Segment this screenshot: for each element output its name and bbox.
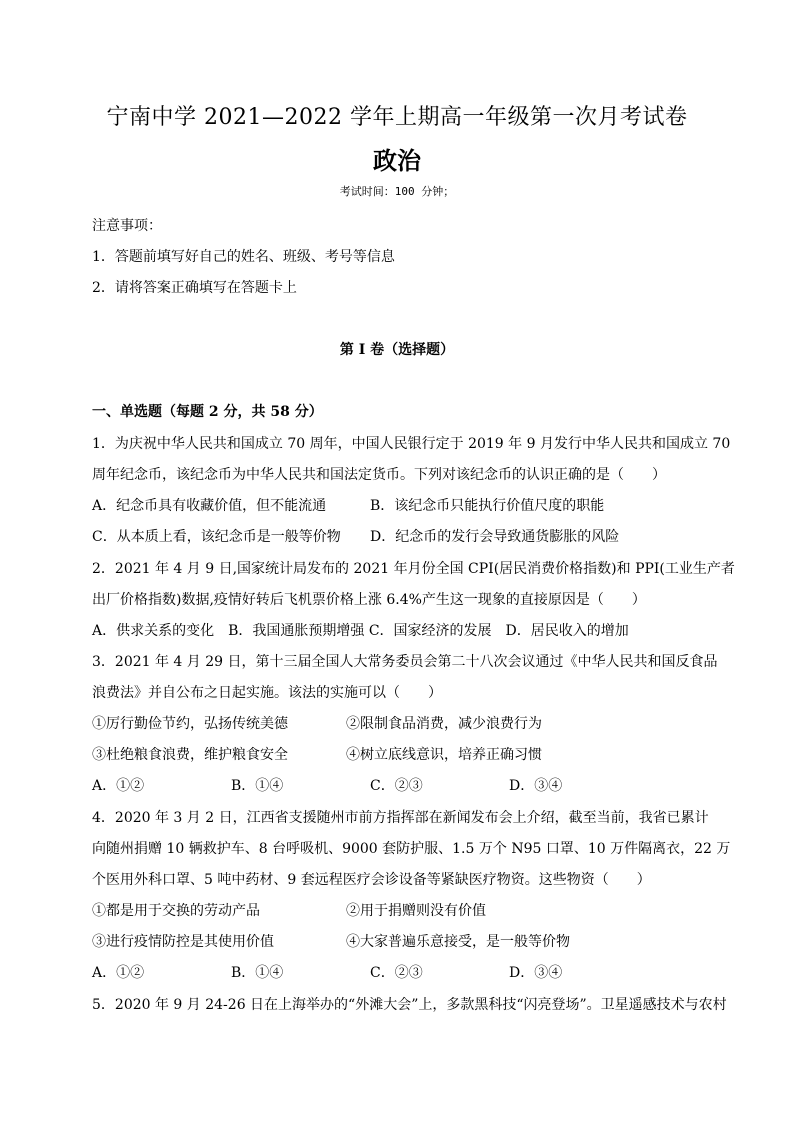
notice-item: 1．答题前填写好自己的姓名、班级、考号等信息 <box>92 249 395 265</box>
option-d: D．③④ <box>509 778 563 794</box>
statement-1: ①都是用于交换的劳动产品 <box>92 903 260 919</box>
statement-1: ①厉行勤俭节约，弘扬传统美德 <box>92 716 288 732</box>
statement-2: ②用于捐赠则没有价值 <box>346 903 486 919</box>
question-5-stem: 5．2020 年 9 月 24-26 日在上海举办的“外滩大会”上，多款黑科技“闪亮登场”。卫星遥感技术与农村 <box>92 997 727 1013</box>
part-title: 第 I 卷（选择题） <box>339 342 455 358</box>
statement-2: ②限制食品消费，减少浪费行为 <box>346 716 542 732</box>
option-a: A．①② <box>92 778 145 794</box>
option-a: A．①② <box>92 965 145 981</box>
option-d: D．纪念币的发行会导致通货膨胀的风险 <box>370 529 620 545</box>
question-1-stem: 1．为庆祝中华人民共和国成立 70 周年，中国人民银行定于 2019 年 9 月发行中华人民共和国成立 70 <box>92 436 731 452</box>
option-c: C．从本质上看，该纪念币是一般等价物 <box>92 529 341 545</box>
question-4-stem: 向随州捐赠 10 辆救护车、8 台呼吸机、9000 套防护服、1.5 万个 N95 口罩、10 万件隔离衣，22 万 <box>92 841 731 857</box>
question-2-stem: 2．2021 年 4 月 9 日,国家统计局发布的 2021 年月份全国 CPI(居民消费价格指数)和 PPI(工业生产者 <box>92 561 735 577</box>
option-b: B．该纪念币只能执行价值尺度的职能 <box>370 498 605 514</box>
question-4-stem: 个医用外科口罩、5 吨中药材、9 套远程医疗会诊设备等紧缺医疗物资。这些物资（ ） <box>92 872 651 888</box>
exam-time: 考试时间：100 分钟； <box>339 185 455 198</box>
option-d: D．③④ <box>509 965 563 981</box>
statement-3: ③进行疫情防控是其使用价值 <box>92 934 274 950</box>
option-a: A．纪念币具有收藏价值，但不能流通 <box>92 498 327 514</box>
option-c: C．②③ <box>370 965 423 981</box>
notice-heading: 注意事项： <box>92 218 162 234</box>
statement-3: ③杜绝粮食浪费，维护粮食安全 <box>92 747 288 763</box>
subject-title: 政治 <box>373 146 421 175</box>
question-2-options: A．供求关系的变化 B．我国通胀预期增强 C．国家经济的发展 D．居民收入的增加 <box>92 623 629 639</box>
statement-4: ④大家普遍乐意接受，是一般等价物 <box>346 934 570 950</box>
section-title: 一、单选题（每题 2 分，共 58 分） <box>92 404 323 420</box>
option-c: C．②③ <box>370 778 423 794</box>
option-b: B．①④ <box>231 965 284 981</box>
question-3-stem: 浪费法》并自公布之日起实施。该法的实施可以（ ） <box>92 685 442 701</box>
statement-4: ④树立底线意识，培养正确习惯 <box>346 747 542 763</box>
question-4-stem: 4．2020 年 3 月 2 日，江西省支援随州市前方指挥部在新闻发布会上介绍，截至当前，我省已累计 <box>92 810 709 826</box>
question-3-stem: 3．2021 年 4 月 29 日，第十三届全国人大常务委员会第二十八次会议通过《中华人民共和国反食品 <box>92 654 718 670</box>
option-b: B．①④ <box>231 778 284 794</box>
question-1-stem: 周年纪念币，该纪念币为中华人民共和国法定货币。下列对该纪念币的认识正确的是（ ） <box>92 467 666 483</box>
exam-title: 宁南中学 2021—2022 学年上期高一年级第一次月考试卷 <box>106 105 688 130</box>
question-2-stem: 出厂价格指数)数据,疫情好转后飞机票价格上涨 6.4%产生这一现象的直接原因是（ ） <box>92 592 646 608</box>
notice-item: 2．请将答案正确填写在答题卡上 <box>92 280 297 296</box>
